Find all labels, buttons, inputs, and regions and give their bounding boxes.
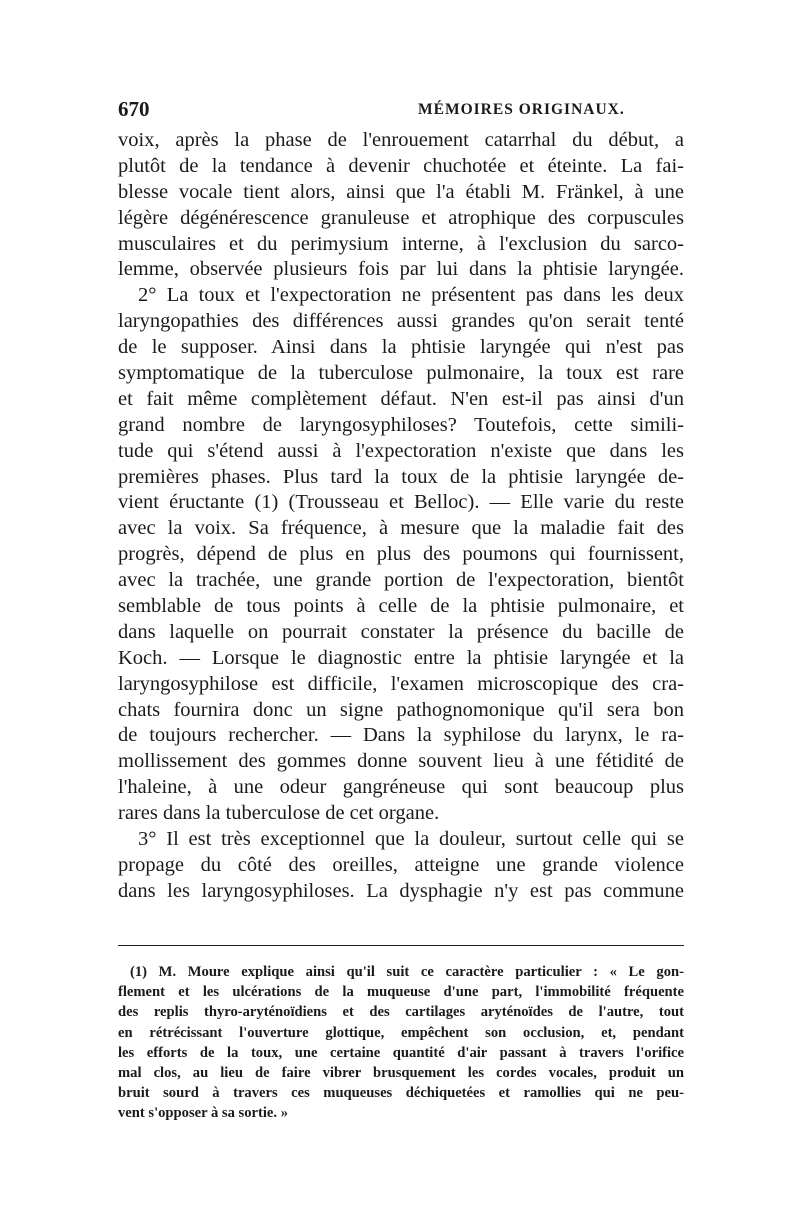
text-line: tude qui s'étend aussi à l'expectoration n'existe que dans les [118,439,684,462]
text-line: et fait même complètement défaut. N'en est-il pas ainsi d'un [118,387,684,410]
text-line: lemme, observée plusieurs fois par lui dans la phtisie laryngée. [118,258,684,281]
footnote-line: mal clos, au lieu de faire vibrer brusquement les cordes vocales, produit un [118,1064,684,1081]
footnotes [118,962,684,1124]
text-line: dans laquelle on pourrait constater la présence du bacille de [118,620,684,643]
text-line: légère dégénérescence granuleuse et atrophique des corpuscules [118,206,684,229]
text-line: de le supposer. Ainsi dans la phtisie laryngée qui n'est pas [118,336,684,359]
text-line: chats fournira donc un signe pathognomonique qu'il sera bon [118,698,684,721]
text-line: rares dans la tuberculose de cet organe. [118,802,440,825]
text-line: plutôt de la tendance à devenir chuchotée et éteinte. La fai- [118,154,684,177]
footnote-line: bruit sourd à travers ces muqueuses déchiquetées et ramollies qui ne peu- [118,1085,684,1102]
text-line: avec la voix. Sa fréquence, à mesure que la maladie fait des [118,517,684,540]
text-line: avec la trachée, une grande portion de l'expectoration, bientôt [118,569,684,592]
text-line: grand nombre de laryngosyphiloses? Toutefois, cette simili- [118,413,684,436]
text-line: 3° Il est très exceptionnel que la douleur, surtout celle qui se [138,828,684,851]
text-line: 2° La toux et l'expectoration ne présentent pas dans les deux [138,284,684,307]
page-header [118,97,686,123]
text-line: blesse vocale tient alors, ainsi que l'a établi M. Fränkel, à une [118,180,684,203]
body-text [118,128,684,905]
text-line: voix, après la phase de l'enrouement catarrhal du début, a [118,129,684,151]
running-head: MÉMOIRES ORIGINAUX. [418,101,625,118]
text-line: premières phases. Plus tard la toux de la phtisie laryngée de- [118,465,684,488]
page-number: 670 [118,97,150,121]
footnote-line: vent s'opposer à sa sortie. » [118,1105,288,1122]
footnote-divider [118,945,684,946]
footnote-line: des replis thyro-aryténoïdiens et des cartilages aryténoïdes de l'autre, tout [118,1004,684,1021]
text-line: musculaires et du perimysium interne, à l'exclusion du sarco- [118,232,684,255]
footnote-line: (1) M. Moure explique ainsi qu'il suit ce caractère particulier : « Le gon- [130,964,684,980]
text-line: semblable de tous points à celle de la phtisie pulmonaire, et [118,595,684,618]
text-line: mollissement des gommes donne souvent lieu à une fétidité de [118,750,684,773]
text-line: de toujours rechercher. — Dans la syphilose du larynx, le ra- [118,724,684,747]
footnote-line: les efforts de la toux, une certaine quantité d'air passant à travers l'orifice [118,1044,684,1061]
footnote-line: flement et les ulcérations de la muqueuse d'une part, l'immobilité fréquente [118,984,684,1001]
text-line: l'haleine, à une odeur gangréneuse qui sont beaucoup plus [118,776,684,799]
text-line: laryngopathies des différences aussi grandes qu'on serait tenté [118,310,684,333]
text-line: dans les laryngosyphiloses. La dysphagie n'y est pas commune [118,879,684,902]
text-line: Koch. — Lorsque le diagnostic entre la phtisie laryngée et la [118,646,684,669]
text-line: vient éructante (1) (Trousseau et Belloc). — Elle varie du reste [118,491,684,514]
text-line: laryngosyphilose est difficile, l'examen microscopique des cra- [118,672,684,695]
text-line: symptomatique de la tuberculose pulmonaire, la toux est rare [118,362,684,385]
footnote-line: en rétrécissant l'ouverture glottique, empêchent son occlusion, et, pendant [118,1024,684,1041]
text-line: propage du côté des oreilles, atteigne une grande violence [118,853,684,876]
text-line: progrès, dépend de plus en plus des poumons qui fournissent, [118,543,684,566]
